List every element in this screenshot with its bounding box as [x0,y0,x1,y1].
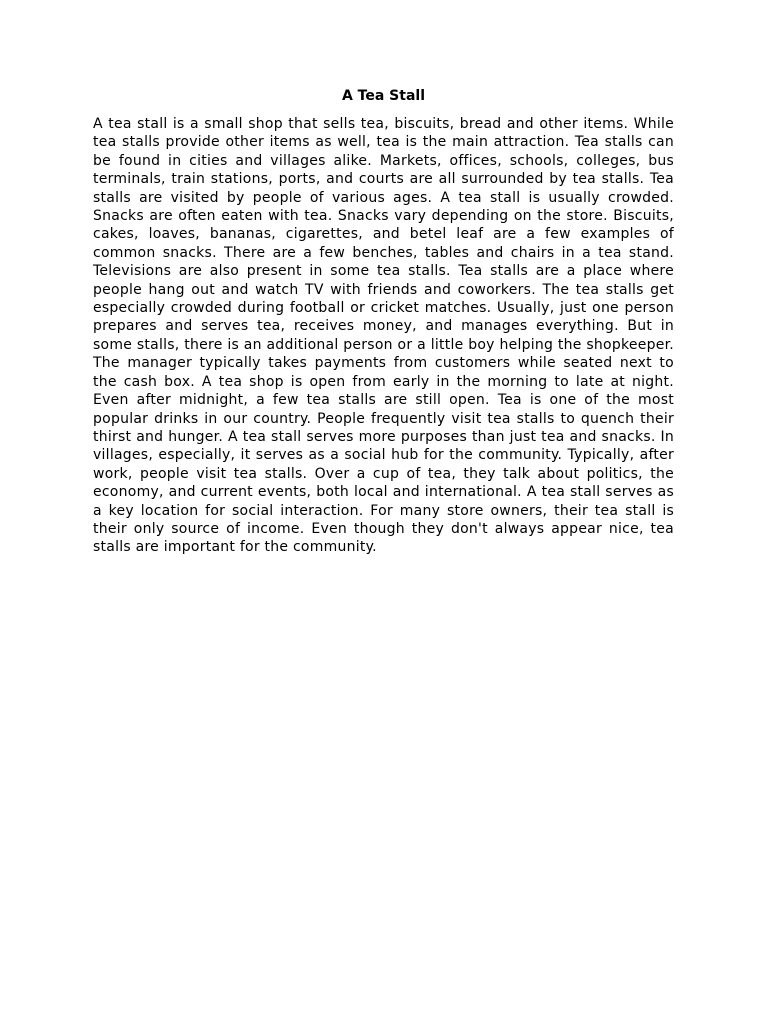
document-paragraph: A tea stall is a small shop that sells tea, biscuits, bread and other items. While tea stalls provide other items as well, tea is the main attraction. Tea stalls can be found in cities and villages alike. Markets, offices, schools, colleges, bus terminals, train stations, ports, and courts are all surrounded by tea stalls. Tea stalls are visited by people of various ages. A tea stall is usually crowded. Snacks are often eaten with tea. Snacks vary depending on the store. Biscuits, cakes, loaves, bananas, cigarettes, and betel leaf are a few examples of common snacks. There are a few benches, tables and chairs in a tea stand. Televisions are also present in some tea stalls. Tea stalls are a place where people hang out and watch TV with friends and coworkers. The tea stalls get especially crowded during football or cricket matches. Usually, just one person prepares and serves tea, receives money, and manages everything. But in some stalls, there is an additional person or a little boy helping the shopkeeper. The manager typically takes payments from customers while seated next to the cash box. A tea shop is open from early in the morning to late at night. Even after midnight, a few tea stalls are still open. Tea is one of the most popular drinks in our country. People frequently visit tea stalls to quench their thirst and hunger. A tea stall serves more purposes than just tea and snacks. In villages, especially, it serves as a social hub for the community. Typically, after work, people visit tea stalls. Over a cup of tea, they talk about politics, the economy, and current events, both local and international. A tea stall serves as a key location for social interaction. For many store owners, their tea stall is their only source of income. Even though they don't always appear nice, tea stalls are important for the community. [93,116,674,556]
document-title: A Tea Stall [341,88,426,104]
document-page [93,86,674,557]
